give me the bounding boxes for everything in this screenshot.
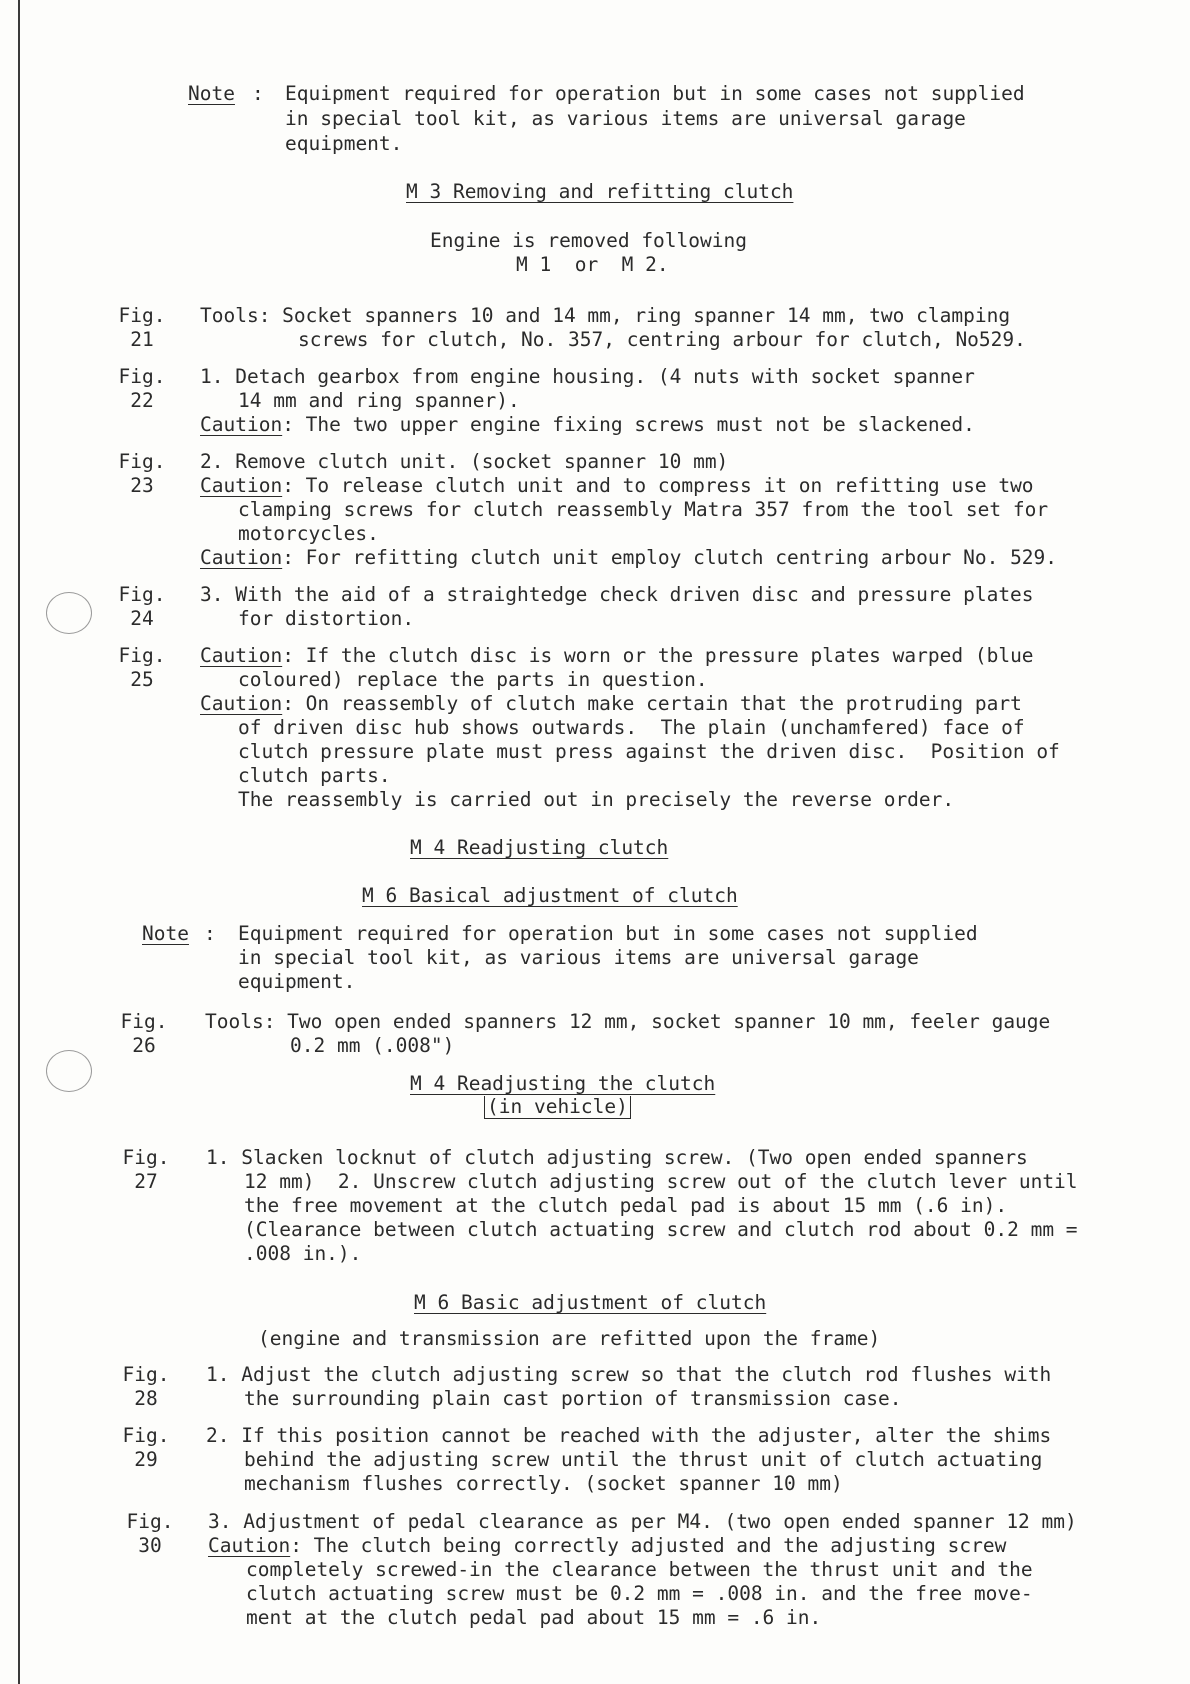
text-line: 1. Adjust the clutch adjusting screw so that the clutch rod flushes with xyxy=(206,1363,1052,1386)
figure-ref: Fig. 28 xyxy=(122,1363,170,1410)
text-line: Tools: Two open ended spanners 12 mm, socket spanner 10 mm, feeler gauge xyxy=(205,1010,1051,1033)
text-line: The reassembly is carried out in precisely the reverse order. xyxy=(238,788,955,811)
figure-ref: Fig. 22 xyxy=(118,365,166,412)
text-line: clamping screws for clutch reassembly Matra 357 from the tool set for xyxy=(238,498,1049,521)
text-line: ment at the clutch pedal pad about 15 mm = .6 in. xyxy=(246,1606,822,1629)
caution-label: Caution xyxy=(208,1534,291,1557)
note-label: Note xyxy=(188,82,235,105)
text-line: 14 mm and ring spanner). xyxy=(238,389,520,412)
text-line: (Clearance between clutch actuating screw and clutch rod about 0.2 mm = xyxy=(244,1218,1078,1241)
caution-label: Caution xyxy=(200,644,283,667)
text-line: motorcycles. xyxy=(238,522,379,545)
section-heading: M 4 Readjusting clutch xyxy=(410,836,669,859)
section-heading: M 6 Basical adjustment of clutch xyxy=(362,884,738,907)
text-line: for distortion. xyxy=(238,607,415,630)
section-heading: M 3 Removing and refitting clutch xyxy=(406,180,794,203)
text-line: 1. Detach gearbox from engine housing. (4 nuts with socket spanner xyxy=(200,365,975,388)
punch-hole xyxy=(46,592,92,634)
text-line: clutch parts. xyxy=(238,764,391,787)
caution-label: Caution xyxy=(200,692,283,715)
text-line: 12 mm) 2. Unscrew clutch adjusting screw out of the clutch lever until xyxy=(244,1170,1078,1193)
figure-ref: Fig. 27 xyxy=(122,1146,170,1193)
figure-ref: Fig. 25 xyxy=(118,644,166,691)
note-line: in special tool kit, as various items are universal garage xyxy=(238,946,919,969)
caution-line: Caution: To release clutch unit and to compress it on refitting use two xyxy=(200,474,1034,497)
section-subheading: M 1 or M 2. xyxy=(516,253,669,276)
text-line: 1. Slacken locknut of clutch adjusting screw. (Two open ended spanners xyxy=(206,1146,1028,1169)
left-margin-line xyxy=(18,0,20,1684)
text-line: 3. Adjustment of pedal clearance as per M4. (two open ended spanner 12 mm) xyxy=(208,1510,1077,1533)
caution-line: Caution: For refitting clutch unit employ clutch centring arbour No. 529. xyxy=(200,546,1058,569)
text-line: of driven disc hub shows outwards. The plain (unchamfered) face of xyxy=(238,716,1025,739)
text-line: Tools: Socket spanners 10 and 14 mm, ring spanner 14 mm, two clamping xyxy=(200,304,1011,327)
section-subheading-boxed: (in vehicle) xyxy=(484,1096,631,1119)
section-heading: M 4 Readjusting the clutch xyxy=(410,1072,716,1095)
caution-line: Caution: On reassembly of clutch make certain that the protruding part xyxy=(200,692,1022,715)
section-subheading: Engine is removed following xyxy=(430,229,747,252)
section-heading: M 6 Basic adjustment of clutch xyxy=(414,1291,767,1314)
text-line: the surrounding plain cast portion of transmission case. xyxy=(244,1387,902,1410)
caution-line: Caution: The two upper engine fixing screws must not be slackened. xyxy=(200,413,975,436)
text-line: .008 in.). xyxy=(244,1242,362,1265)
text-line: 2. If this position cannot be reached with the adjuster, alter the shims xyxy=(206,1424,1052,1447)
figure-ref: Fig. 29 xyxy=(122,1424,170,1471)
text-line: 0.2 mm (.008") xyxy=(290,1034,455,1057)
text-line: 3. With the aid of a straightedge check driven disc and pressure plates xyxy=(200,583,1034,606)
text-line: 2. Remove clutch unit. (socket spanner 10 mm) xyxy=(200,450,729,473)
text-line: coloured) replace the parts in question. xyxy=(238,668,708,691)
text-line: clutch actuating screw must be 0.2 mm = .008 in. and the free move- xyxy=(246,1582,1033,1605)
note-line: Equipment required for operation but in some cases not supplied xyxy=(238,922,978,945)
note-line: equipment. xyxy=(285,132,403,155)
text-line: screws for clutch, No. 357, centring arbour for clutch, No529. xyxy=(298,328,1026,351)
figure-ref: Fig. 26 xyxy=(120,1010,168,1057)
text-line: behind the adjusting screw until the thrust unit of clutch actuating xyxy=(244,1448,1043,1471)
text-line: mechanism flushes correctly. (socket spanner 10 mm) xyxy=(244,1472,843,1495)
note-line: equipment. xyxy=(238,970,356,993)
figure-ref: Fig. 30 xyxy=(126,1510,174,1557)
text-line: completely screwed-in the clearance between the thrust unit and the xyxy=(246,1558,1033,1581)
caution-label: Caution xyxy=(200,474,283,497)
figure-ref: Fig. 21 xyxy=(118,304,166,351)
text-line: clutch pressure plate must press against the driven disc. Position of xyxy=(238,740,1060,763)
note-line: in special tool kit, as various items are universal garage xyxy=(285,107,966,130)
note-colon: : xyxy=(204,922,216,945)
caution-label: Caution xyxy=(200,546,283,569)
section-subheading: (engine and transmission are refitted upon the frame) xyxy=(258,1327,881,1350)
figure-ref: Fig. 24 xyxy=(118,583,166,630)
text-line: the free movement at the clutch pedal pad is about 15 mm (.6 in). xyxy=(244,1194,1008,1217)
punch-hole xyxy=(46,1050,92,1092)
note-line: Equipment required for operation but in some cases not supplied xyxy=(285,82,1025,105)
caution-label: Caution xyxy=(200,413,283,436)
caution-line: Caution: The clutch being correctly adjusted and the adjusting screw xyxy=(208,1534,1007,1557)
note-colon: : xyxy=(252,82,264,105)
caution-line: Caution: If the clutch disc is worn or the pressure plates warped (blue xyxy=(200,644,1034,667)
figure-ref: Fig. 23 xyxy=(118,450,166,497)
note-label: Note xyxy=(142,922,189,945)
